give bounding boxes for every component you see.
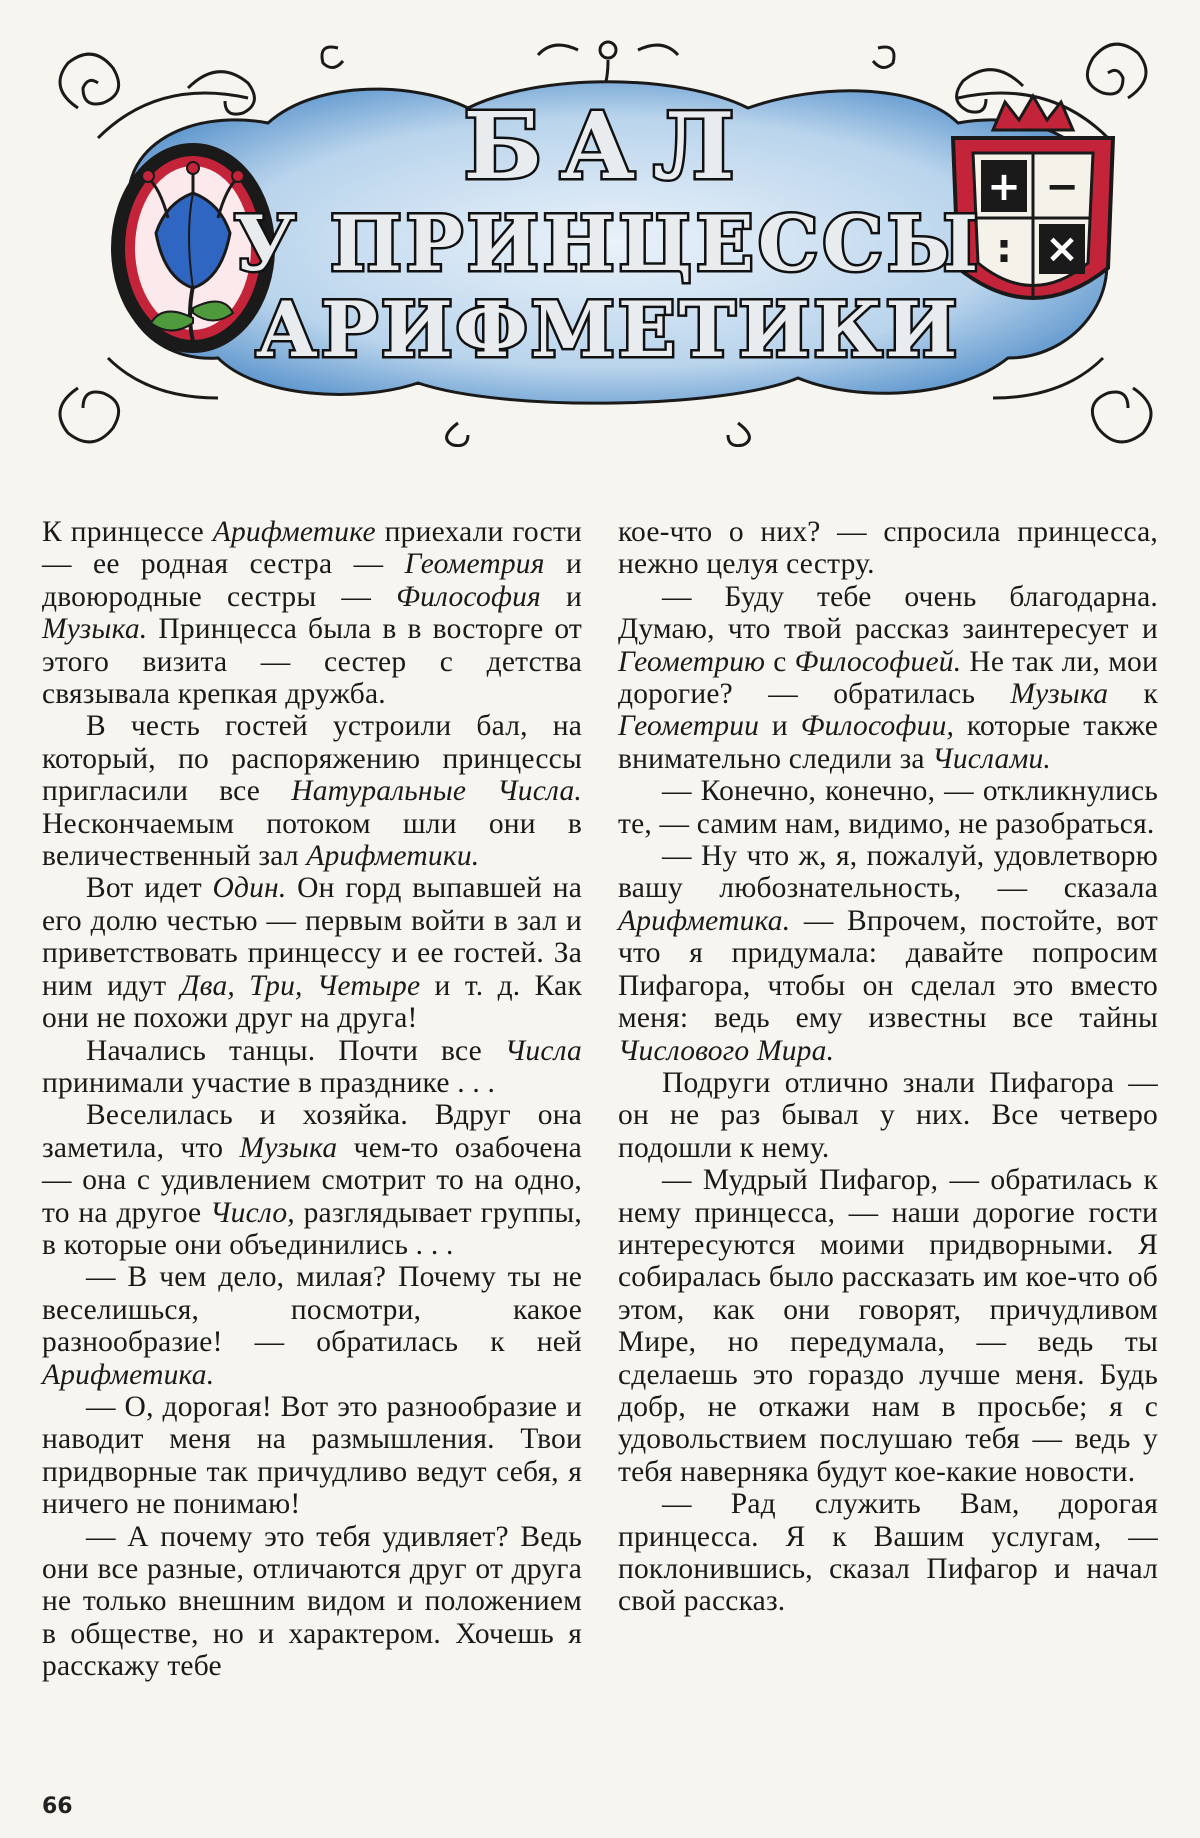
- text-run: — Ну что ж, я, пожалуй, удовлетворю вашу любознательность, — сказала: [618, 840, 1158, 905]
- text-run: и т. д. Как они не похожи друг на друга!: [42, 969, 582, 1035]
- paragraph: [42, 516, 582, 710]
- italic-term: Два, Три, Четыре: [180, 969, 421, 1002]
- text-run: приехали гости — ее родная сестра —: [42, 516, 582, 581]
- italic-term: Число,: [210, 1196, 295, 1229]
- italic-term: Арифметике: [212, 516, 376, 548]
- italic-term: Геометрия: [404, 548, 545, 581]
- text-run: и: [540, 580, 583, 613]
- text-run: — В чем дело, милая? Почему ты не веселишься, посмотри, какое разнообразие! — обратилась к ней: [42, 1261, 582, 1359]
- text-run: с: [765, 645, 795, 678]
- italic-term: Музыка.: [42, 613, 148, 646]
- paragraph: [618, 581, 1158, 775]
- text-run: Веселилась и хозяйка. Вдруг она заметила, что: [42, 1099, 582, 1164]
- paragraph: [618, 775, 1158, 840]
- italic-term: Один.: [212, 872, 287, 905]
- italic-term: Геометрию: [618, 645, 766, 678]
- crest-divide-sign: :: [996, 226, 1012, 272]
- italic-term: Натуральные Числа.: [291, 775, 582, 808]
- italic-term: Философия: [396, 580, 541, 613]
- article-column-right: [618, 516, 1158, 1766]
- text-run: В честь гостей устроили бал, на который, по распоряжению принцессы пригласили все: [42, 710, 582, 808]
- italic-term: Числового Мира.: [618, 1034, 835, 1067]
- text-run: Начались танцы. Почти все: [86, 1034, 505, 1067]
- crest-minus-sign: −: [1045, 164, 1079, 210]
- italic-term: Философией.: [794, 645, 962, 678]
- text-run: Принцесса была в в восторге от этого визита — сестер с детства связывала крепкая дружба.: [42, 613, 582, 711]
- paragraph: [42, 710, 582, 872]
- text-run: к: [1108, 678, 1158, 711]
- text-run: Нескончаемым потоком шли они в величественный зал: [42, 807, 582, 873]
- banner-illustration: [38, 28, 1178, 448]
- title-line-1: БАЛ: [463, 92, 753, 200]
- page-number: 66: [42, 1794, 73, 1819]
- italic-term: Числами.: [932, 742, 1051, 775]
- paragraph: [618, 840, 1158, 1067]
- italic-term: Философии,: [800, 710, 955, 743]
- italic-term: Числа: [504, 1034, 582, 1067]
- text-run: Вот идет: [86, 872, 213, 905]
- text-run: и: [759, 710, 801, 743]
- paragraph: [618, 1164, 1158, 1488]
- italic-term: Арифметика.: [42, 1358, 215, 1391]
- paragraph: [42, 1099, 582, 1261]
- text-run: — О, дорогая! Вот это разнообразие и наводит меня на размышления. Твои придворные так причудливо ведут себя, я ничего не понимаю!: [42, 1390, 582, 1521]
- paragraph: [42, 1391, 582, 1521]
- paragraph: [42, 1261, 582, 1391]
- text-run: — Мудрый Пифагор, — обратилась к нему принцесса, — наши дорогие гости интересуются моими придворными. Я собиралась было рассказать им кое-что об этом, как они говорят, причудливом Мире, но передумала, — ведь ты сделаешь это гораздо лучше меня. Будь добр, не откажи нам в просьбе; я с удовольствием послушаю тебя — ведь у тебя наверняка будут кое-какие новости.: [618, 1164, 1158, 1488]
- text-run: и двоюродные сестры —: [42, 548, 582, 613]
- article-body: [42, 516, 1158, 1766]
- text-run: — Конечно, конечно, — откликнулись те, — самим нам, видимо, не разобраться.: [618, 775, 1158, 840]
- text-run: К принцессе: [42, 516, 213, 548]
- italic-term: Арифметики.: [306, 840, 480, 873]
- text-run: которые также внимательно следили за: [618, 710, 1158, 775]
- italic-term: Геометрии: [618, 710, 760, 743]
- text-run: разглядывает группы, в которые они объединились . . .: [42, 1196, 582, 1261]
- title-line-3: АРИФМЕТИКИ: [255, 285, 961, 374]
- paragraph: [42, 872, 582, 1034]
- text-run: принимали участие в празднике . . .: [42, 1066, 496, 1099]
- text-run: — Буду тебе очень благодарна. Думаю, что твой рассказ заинтересует и: [618, 580, 1158, 646]
- text-run: кое-что о них? — спросила принцесса, нежно целуя сестру.: [618, 516, 1158, 581]
- paragraph: [618, 1067, 1158, 1164]
- text-run: — А почему это тебя удивляет? Ведь они все разные, отличаются друг от друга не только внешним видом и положением в обществе, но и характером. Хочешь я расскажу тебе: [42, 1520, 582, 1683]
- paragraph: [618, 516, 1158, 581]
- text-run: Подруги отлично знали Пифагора — он не раз бывал у них. Все четверо подошли к нему.: [618, 1066, 1158, 1164]
- italic-term: Музыка: [239, 1131, 338, 1164]
- text-run: — Рад служить Вам, дорогая принцесса. Я к Вашим услугам, — поклонившись, сказал Пифагор и начал свой рассказ.: [618, 1488, 1158, 1618]
- title-banner: [38, 28, 1178, 448]
- crest-multiply-sign: ×: [1045, 226, 1079, 272]
- article-column-left: [42, 516, 582, 1766]
- text-run: Он горд выпавшей на его долю честью — первым войти в зал и приветствовать принцессу и ее гостей. За ним идут: [42, 872, 582, 1002]
- paragraph: [42, 1035, 582, 1100]
- paragraph: [618, 1488, 1158, 1618]
- title-line-2: У ПРИНЦЕССЫ: [233, 199, 983, 288]
- paragraph: [42, 1521, 582, 1683]
- text-run: — Впрочем, постойте, вот что я придумала: давайте попросим Пифагора, чтобы он сделал это вместо меня: ведь ему известны все тайны: [618, 904, 1158, 1035]
- italic-term: Арифметика.: [618, 904, 791, 937]
- text-run: чем-то озабочена — она с удивлением смотрит то на одно, то на другое: [42, 1131, 582, 1229]
- italic-term: Музыка: [1010, 678, 1109, 711]
- text-run: Не так ли, мои дорогие? — обратилась: [618, 645, 1158, 711]
- crest-plus-sign: +: [987, 164, 1021, 210]
